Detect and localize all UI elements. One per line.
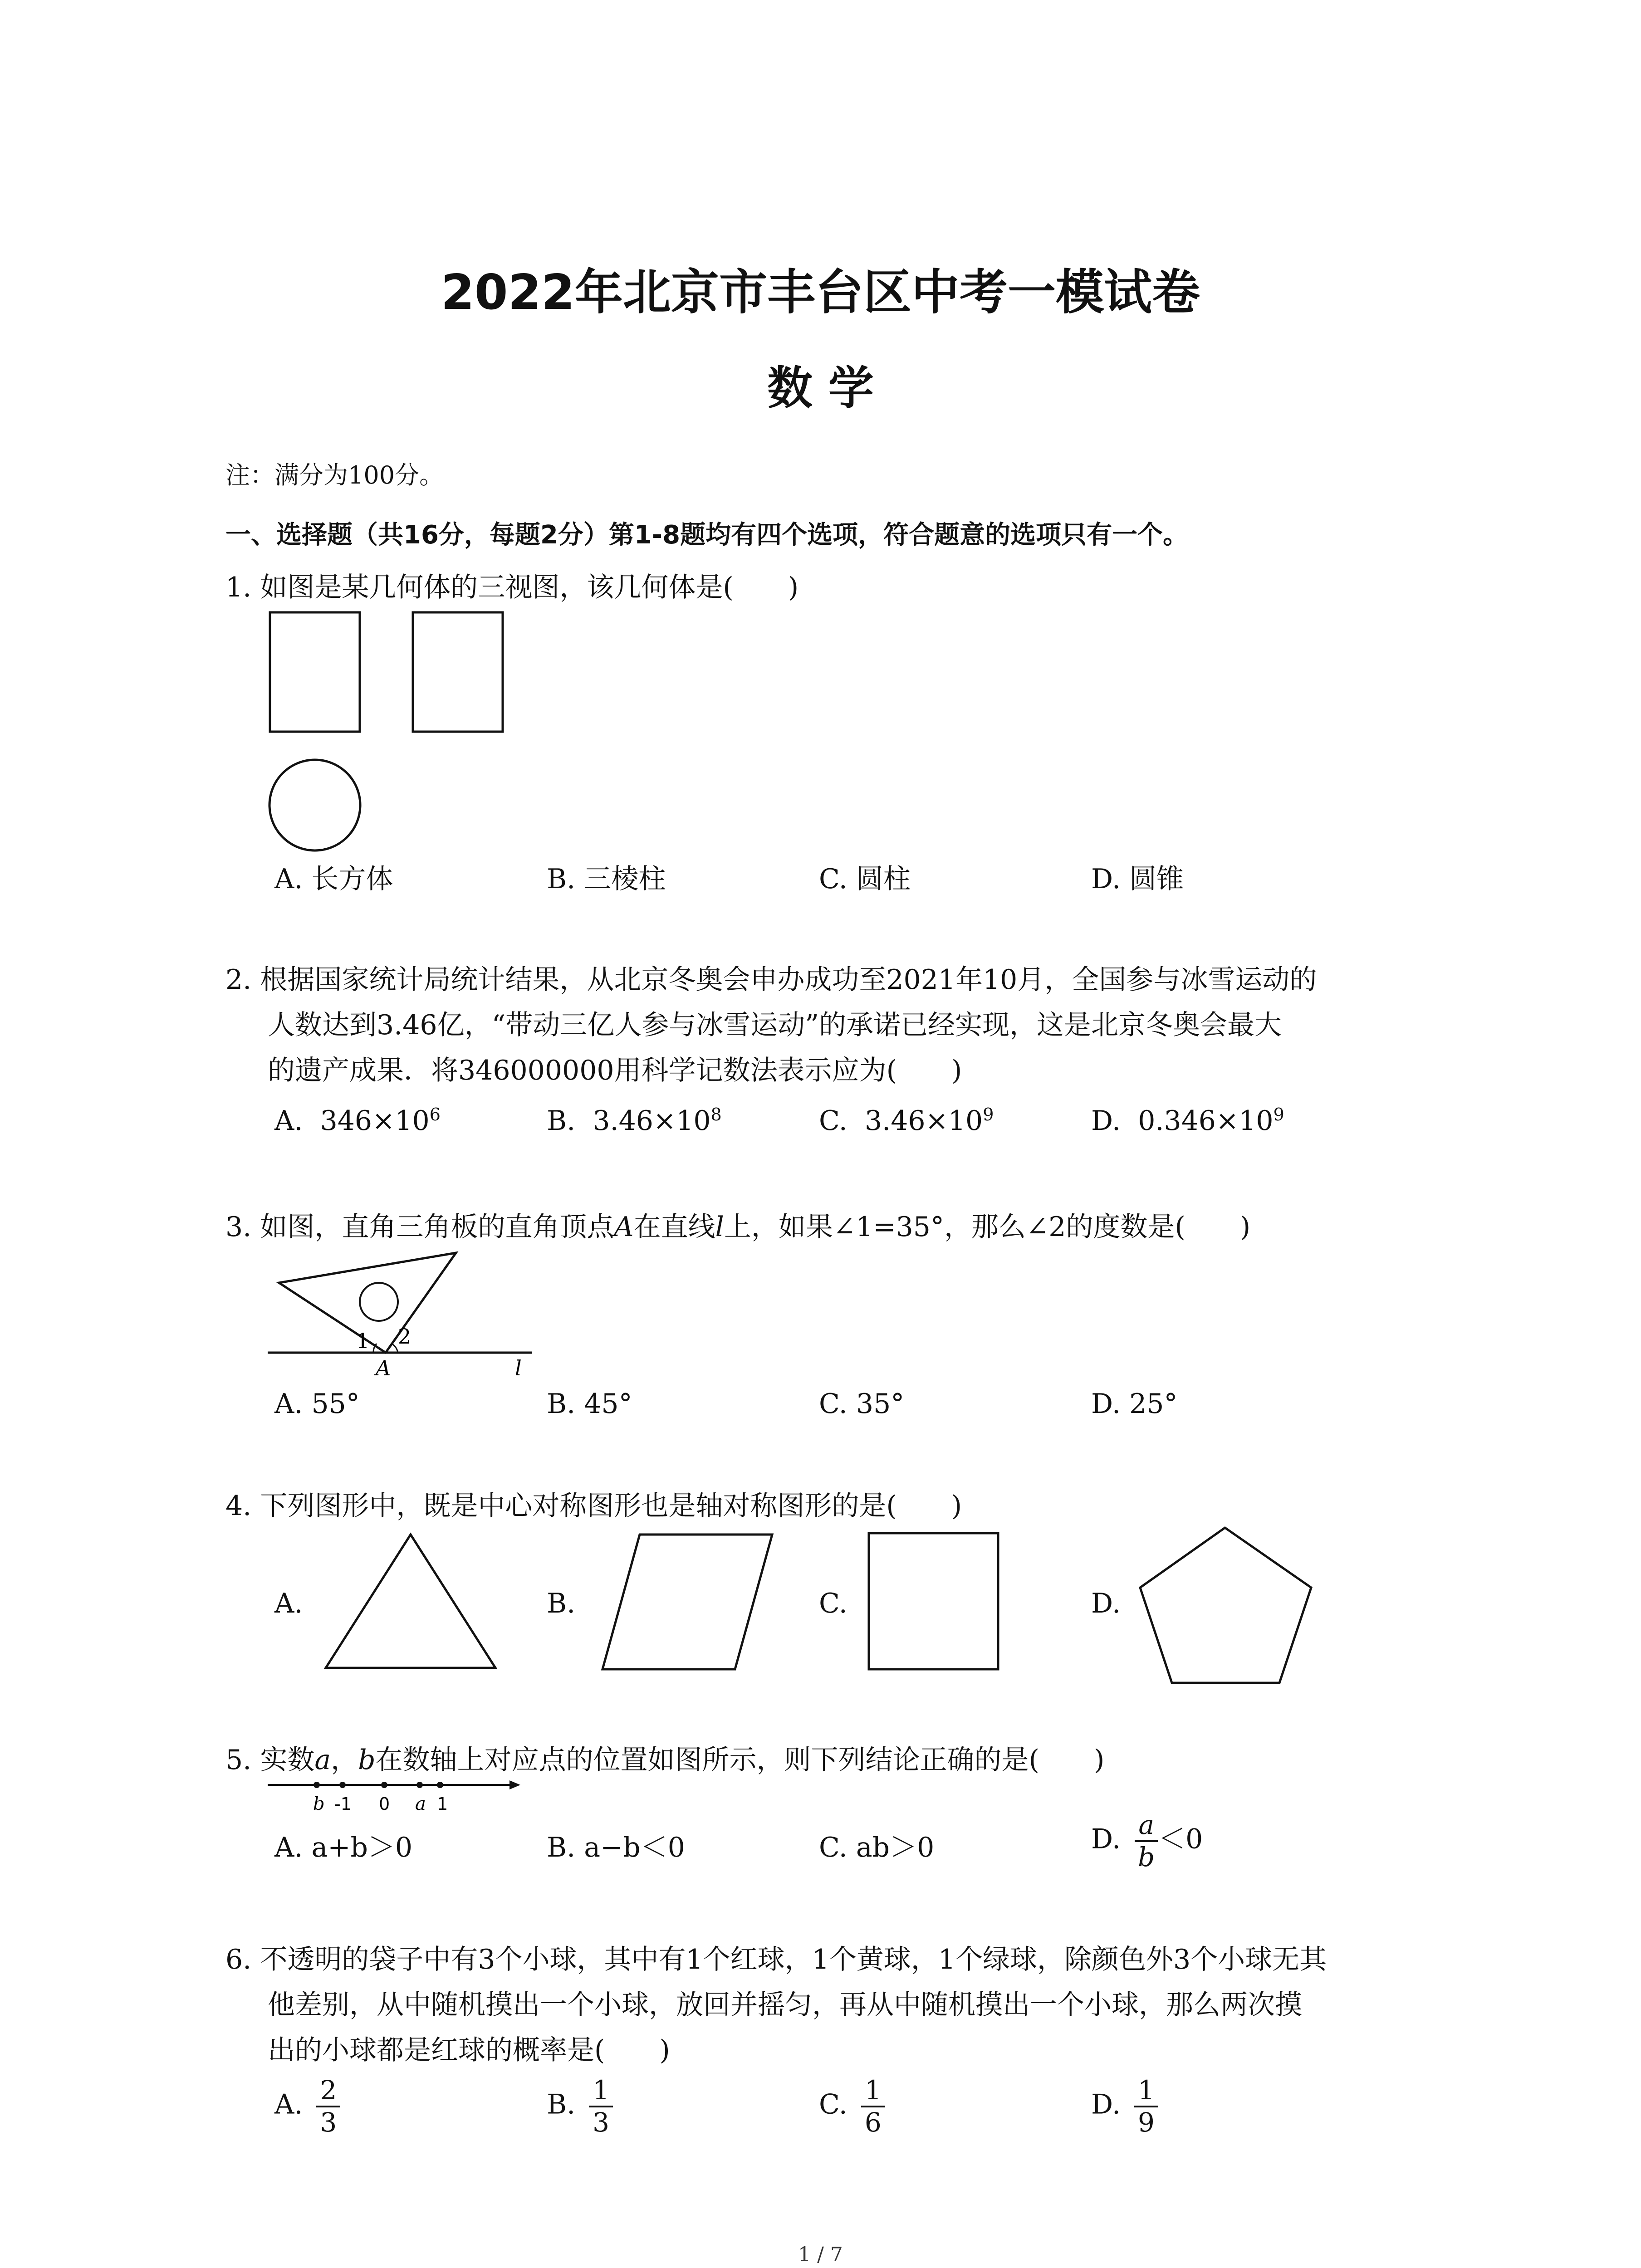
q4-option-a: A.: [274, 1588, 303, 1619]
label-0: 0: [379, 1794, 390, 1814]
angle-2-label: 2: [398, 1324, 411, 1349]
label-minus-1: -1: [334, 1794, 352, 1814]
tick-minus-1: [339, 1782, 346, 1788]
q4-option-b: B.: [547, 1588, 576, 1619]
ruler-hole-circle: [360, 1283, 398, 1321]
line-l-label: l: [515, 1356, 522, 1380]
q5-option-b: B. a−b＜0: [547, 1832, 685, 1863]
label-a: a: [415, 1794, 426, 1814]
number-line-figure: [265, 1771, 524, 1821]
q6-option-c: C. $\frac{1}{6}$: [819, 2075, 885, 2137]
label-1: 1: [437, 1794, 448, 1814]
front-view-rect: [270, 612, 360, 732]
question-2-line3: 的遗产成果．将346000000用科学记数法表示应为( ): [268, 1055, 962, 1086]
label-b: b: [313, 1794, 325, 1814]
q6-option-d: D. $\frac{1}{9}$: [1091, 2075, 1158, 2137]
angle-1-label: 1: [356, 1329, 370, 1353]
pentagon-shape: [1136, 1524, 1318, 1687]
q2-option-c: C. $3.46\times 10^9$: [819, 1105, 994, 1137]
page-number: 1 / 7: [798, 2243, 843, 2266]
q5-option-a: A. a+b＞0: [274, 1832, 413, 1863]
section-title: 一、选择题（共16分，每题2分）第1-8题均有四个选项，符合题意的选项只有一个。: [225, 520, 1189, 550]
q3-option-c: C. 35°: [819, 1388, 905, 1420]
number-line-arrow: [509, 1780, 520, 1789]
tick-0: [381, 1782, 387, 1788]
q1-option-b: B. 三棱柱: [547, 863, 666, 895]
point-b: [314, 1782, 320, 1788]
q3-option-d: D. 25°: [1091, 1388, 1178, 1420]
question-5-stem: 5. 实数a，b在数轴上对应点的位置如图所示，则下列结论正确的是( ): [225, 1744, 1105, 1776]
q3-option-b: B. 45°: [547, 1388, 632, 1420]
question-1-stem: 1. 如图是某几何体的三视图，该几何体是( ): [225, 572, 799, 603]
question-2-line2: 人数达到3.46亿，“带动三亿人参与冰雪运动”的承诺已经实现，这是北京冬奥会最大: [268, 1009, 1282, 1041]
question-6-line3: 出的小球都是红球的概率是( ): [268, 2034, 670, 2066]
question-2-line1: 2. 根据国家统计局统计结果，从北京冬奥会申办成功至2021年10月，全国参与冰雪运动的: [225, 964, 1317, 996]
tick-1: [437, 1782, 443, 1788]
q2-option-a: A. $346\times 10^6$: [274, 1105, 441, 1137]
q5-option-c: C. ab＞0: [819, 1832, 935, 1863]
question-6-line2: 他差别，从中随机摸出一个小球，放回并摇匀，再从中随机摸出一个小球，那么两次摸: [268, 1989, 1302, 2021]
exam-note: 注：满分为100分。: [225, 461, 444, 489]
top-view-circle: [269, 760, 360, 850]
page-title: 2022年北京市丰台区中考一模试卷: [441, 264, 1200, 320]
q5-option-d: D. $\frac{a}{b}$ ＜0: [1091, 1809, 1203, 1872]
q3-option-a: A. 55°: [274, 1388, 360, 1420]
q6-option-b: B. $\frac{1}{3}$: [547, 2075, 613, 2137]
three-view-figure: [268, 610, 540, 855]
angle-2-arc: [392, 1344, 398, 1353]
point-a-label: A: [376, 1356, 391, 1380]
square-shape: [867, 1531, 1003, 1676]
q2-option-b: B. $3.46\times 10^8$: [547, 1105, 722, 1137]
subject-title: 数 学: [767, 362, 874, 415]
point-a: [416, 1782, 423, 1788]
q1-option-c: C. 圆柱: [819, 863, 911, 895]
question-4-stem: 4. 下列图形中，既是中心对称图形也是轴对称图形的是( ): [225, 1490, 962, 1522]
q4-option-c: C.: [819, 1588, 847, 1619]
triangle-shape: [322, 1531, 499, 1676]
q4-option-d: D.: [1091, 1588, 1121, 1619]
q6-option-a: A. $\frac{2}{3}$: [274, 2075, 340, 2137]
triangle-ruler-figure: [265, 1243, 538, 1383]
side-view-rect: [413, 612, 503, 732]
parallelogram-shape: [599, 1531, 776, 1676]
question-6-line1: 6. 不透明的袋子中有3个小球，其中有1个红球，1个黄球，1个绿球，除颜色外3个小球无其: [225, 1944, 1327, 1975]
q1-option-d: D. 圆锥: [1091, 863, 1184, 895]
q1-option-a: A. 长方体: [274, 863, 393, 895]
q2-option-d: D. $0.346\times 10^9$: [1091, 1105, 1284, 1137]
question-3-stem: 3. 如图，直角三角板的直角顶点A在直线l上，如果∠1=35°，那么∠2的度数是( ): [225, 1211, 1251, 1243]
